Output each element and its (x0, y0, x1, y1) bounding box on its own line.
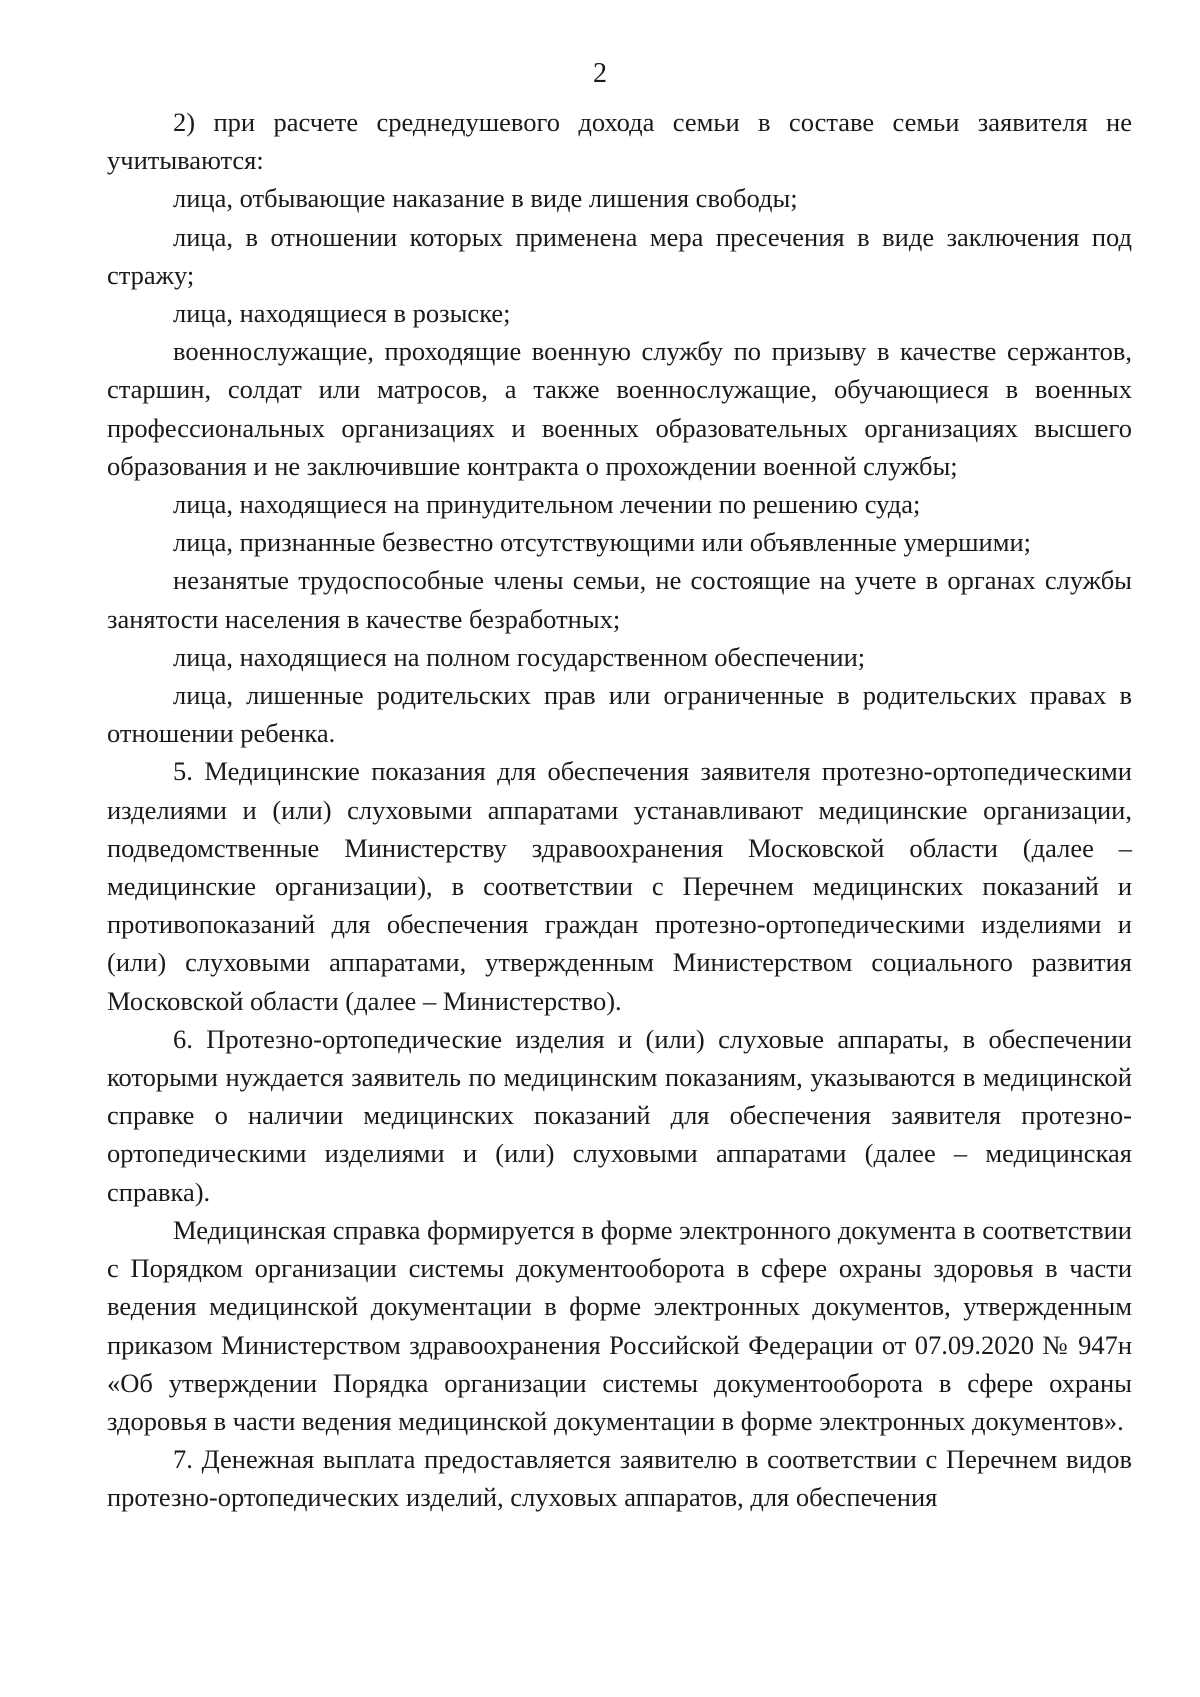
paragraph-excluded-wanted: лица, находящиеся в розыске; (173, 298, 511, 329)
paragraph-excluded-prisoners: лица, отбывающие наказание в виде лишения свободы; (173, 183, 798, 214)
paragraph-medical-certificate: Медицинская справка формируется в форме электронного документа в соответствии с Порядком организации системы документооборота в сфере охраны здоровья в части ведения медицинской документации в форме электронных документов, утвержденным приказом Министерством здравоохранения Российской Федерации от 07.09.2020 № 947н «Об утверждении Порядка организации системы документооборота в сфере охраны здоровья в части ведения медицинской документации в форме электронных документов». (107, 1214, 1132, 1436)
document-body (107, 103, 1132, 1517)
paragraph-excluded-missing: лица, признанные безвестно отсутствующими или объявленные умершими; (173, 527, 1032, 558)
paragraph-excluded-compulsory-treatment: лица, находящиеся на принудительном лечении по решению суда; (173, 489, 921, 520)
paragraph-item-6: 6. Протезно-ортопедические изделия и (или) слуховые аппараты, в обеспечении которыми нуждается заявитель по медицинским показаниям, указываются в медицинской справке о наличии медицинских показаний для обеспечения заявителя протезно-ортопедическими изделиями и (или) слуховыми аппаратами (далее – медицинская справка). (107, 1023, 1132, 1207)
page-number: 2 (593, 58, 607, 89)
paragraph-item-7: 7. Денежная выплата предоставляется заявителю в соответствии с Перечнем видов протезно-ортопедических изделий, слуховых аппаратов, для обеспечения (107, 1444, 1132, 1513)
paragraph-excluded-conscripts: военнослужащие, проходящие военную службу по призыву в качестве сержантов, старшин, солдат или матросов, а также военнослужащие, обучающиеся в военных профессиональных организациях и военных образовательных организациях высшего образования и не заключившие контракта о прохождении военной службы; (107, 336, 1132, 481)
paragraph-excluded-detained: лица, в отношении которых применена мера пресечения в виде заключения под стражу; (107, 221, 1132, 290)
paragraph-item-5: 5. Медицинские показания для обеспечения заявителя протезно-ортопедическими изделиями и (или) слуховыми аппаратами устанавливают медицинские организации, подведомственные Министерству здравоохранения Московской области (далее – медицинские организации), в соответствии с Перечнем медицинских показаний и противопоказаний для обеспечения граждан протезно-ортопедическими изделиями и (или) слуховыми аппаратами, утвержденным Министерством социального развития Московской области (далее – Министерство). (107, 756, 1132, 1016)
paragraph-excluded-unemployed: незанятые трудоспособные члены семьи, не состоящие на учете в органах службы занятости населения в качестве безработных; (107, 565, 1132, 634)
paragraph-item-2: 2) при расчете среднедушевого дохода семьи в составе семьи заявителя не учитываются: (107, 107, 1132, 176)
paragraph-excluded-deprived-rights: лица, лишенные родительских прав или ограниченные в родительских правах в отношении ребенка. (107, 680, 1132, 749)
paragraph-excluded-state-support: лица, находящиеся на полном государственном обеспечении; (173, 641, 866, 672)
